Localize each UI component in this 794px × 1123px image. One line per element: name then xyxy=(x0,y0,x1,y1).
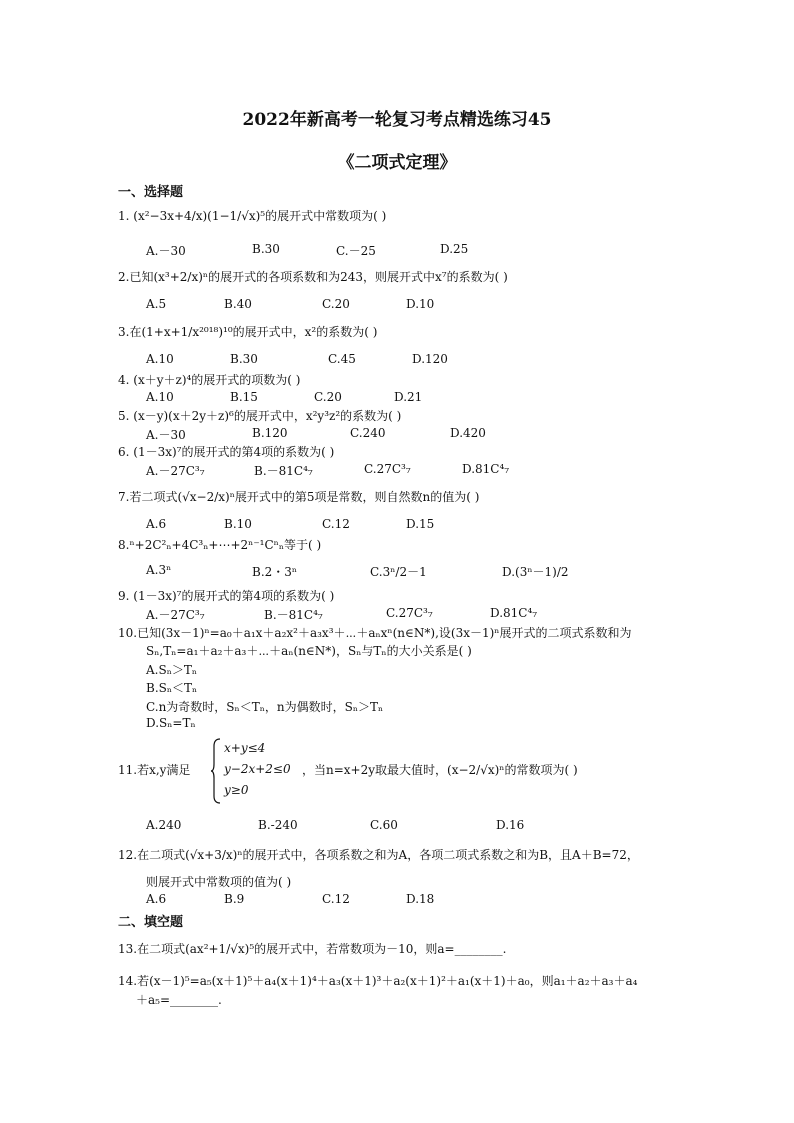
option-b: B.2・3ⁿ xyxy=(252,565,298,579)
question-11-stem-post: ，当n=x+2y取最大值时，(x−2/√x)ⁿ的常数项为( ) xyxy=(302,763,578,777)
option-a: A.5 xyxy=(146,297,167,311)
option-c: C.20 xyxy=(322,297,350,311)
option-b: B.120 xyxy=(252,426,288,440)
option-a: A.－27C³₇ xyxy=(146,464,205,478)
option-b: B.10 xyxy=(224,517,252,531)
question-6-stem: 6. (1－3x)⁷的展开式的第4项的系数为( ) xyxy=(118,445,335,459)
question-14-stem-line2: ＋a₅=________. xyxy=(136,993,222,1007)
option-d: D.81C⁴₇ xyxy=(462,462,510,476)
question-9-stem: 9. (1－3x)⁷的展开式的第4项的系数为( ) xyxy=(118,589,335,603)
option-a: A.－30 xyxy=(146,428,186,442)
constraint-2: y−2x+2≤0 xyxy=(224,762,291,776)
option-a: A.10 xyxy=(146,352,174,366)
option-b: B.30 xyxy=(252,242,280,256)
section-fill-heading: 二、填空题 xyxy=(118,915,184,930)
question-4-stem: 4. (x＋y＋z)⁴的展开式的项数为( ) xyxy=(118,373,301,387)
constraint-system xyxy=(224,738,291,801)
document-title: 2022年新高考一轮复习考点精选练习45 xyxy=(242,110,552,130)
option-b: B.30 xyxy=(230,352,258,366)
option-c: C.12 xyxy=(322,517,350,531)
option-c: C.27C³₇ xyxy=(364,462,411,476)
question-10-option-d: D.Sₙ=Tₙ xyxy=(146,716,196,730)
left-brace-icon xyxy=(210,738,222,804)
question-10-option-a: A.Sₙ＞Tₙ xyxy=(146,663,198,677)
option-a: A.－30 xyxy=(146,244,186,258)
question-1-stem: 1. (x²−3x+4/x)(1−1/√x)⁵的展开式中常数项为( ) xyxy=(118,209,387,223)
option-a: A.6 xyxy=(146,517,167,531)
option-b: B.9 xyxy=(224,892,245,906)
option-a: A.240 xyxy=(146,818,182,832)
section-choice-heading: 一、选择题 xyxy=(118,185,184,200)
question-2-stem: 2.已知(x³+2/x)ⁿ的展开式的各项系数和为243，则展开式中x⁷的系数为( ) xyxy=(118,270,508,284)
constraint-3: y≥0 xyxy=(224,783,249,797)
option-d: D.15 xyxy=(406,517,435,531)
question-12-stem: 12.在二项式(√x+3/x)ⁿ的展开式中，各项系数之和为A，各项二项式系数之和为B，且A＋B=72， xyxy=(118,848,639,862)
constraint-1: x+y≤4 xyxy=(224,741,266,755)
option-c: C.－25 xyxy=(336,244,376,258)
question-10-option-c: C.n为奇数时，Sₙ＜Tₙ，n为偶数时，Sₙ＞Tₙ xyxy=(146,700,384,714)
question-12-stem-line2: 则展开式中常数项的值为( ) xyxy=(146,875,292,889)
option-d: D.25 xyxy=(440,242,469,256)
option-c: C.12 xyxy=(322,892,350,906)
option-c: C.3ⁿ/2－1 xyxy=(370,565,427,579)
option-d: D.81C⁴₇ xyxy=(490,606,538,620)
document-subtitle: 《二项式定理》 xyxy=(337,153,457,173)
question-10-option-b: B.Sₙ＜Tₙ xyxy=(146,681,198,695)
option-c: C.240 xyxy=(350,426,386,440)
question-10-stem: 10.已知(3x－1)ⁿ=a₀＋a₁x＋a₂x²＋a₃x³＋⋯＋aₙxⁿ(n∈N*),设(3x－1)ⁿ展开式的二项式系数和为 xyxy=(118,626,632,640)
option-d: D.120 xyxy=(412,352,448,366)
question-11-stem-pre: 11.若x,y满足 xyxy=(118,763,191,777)
option-d: D.(3ⁿ－1)/2 xyxy=(502,565,569,579)
option-b: B.40 xyxy=(224,297,252,311)
question-14-stem: 14.若(x－1)⁵=a₅(x＋1)⁵＋a₄(x＋1)⁴＋a₃(x＋1)³＋a₂(x＋1)²＋a₁(x＋1)＋a₀，则a₁＋a₂＋a₃＋a₄ xyxy=(118,974,638,988)
option-b: B.－81C⁴₇ xyxy=(264,608,323,622)
option-c: C.60 xyxy=(370,818,398,832)
option-d: D.21 xyxy=(394,390,423,404)
option-b: B.－81C⁴₇ xyxy=(254,464,313,478)
option-a: A.6 xyxy=(146,892,167,906)
option-a: A.3ⁿ xyxy=(146,563,172,577)
question-3-stem: 3.在(1+x+1/x²⁰¹⁸)¹⁰的展开式中，x²的系数为( ) xyxy=(118,325,378,339)
question-5-stem: 5. (x－y)(x＋2y＋z)⁶的展开式中，x²y³z²的系数为( ) xyxy=(118,409,402,423)
option-b: B.-240 xyxy=(258,818,298,832)
option-d: D.420 xyxy=(450,426,486,440)
option-d: D.18 xyxy=(406,892,435,906)
question-7-stem: 7.若二项式(√x−2/x)ⁿ展开式中的第5项是常数，则自然数n的值为( ) xyxy=(118,490,480,504)
option-b: B.15 xyxy=(230,390,258,404)
option-d: D.10 xyxy=(406,297,435,311)
option-c: C.27C³₇ xyxy=(386,606,433,620)
option-a: A.10 xyxy=(146,390,174,404)
option-c: C.45 xyxy=(328,352,356,366)
question-10-stem-line2: Sₙ,Tₙ=a₁＋a₂＋a₃＋⋯＋aₙ(n∈N*)，Sₙ与Tₙ的大小关系是( ) xyxy=(146,644,472,658)
option-c: C.20 xyxy=(314,390,342,404)
question-13-stem: 13.在二项式(ax²+1/√x)⁵的展开式中，若常数项为－10，则a=________. xyxy=(118,942,507,956)
option-d: D.16 xyxy=(496,818,525,832)
option-a: A.－27C³₇ xyxy=(146,608,205,622)
question-8-stem: 8.ⁿ+2C²ₙ+4C³ₙ+⋯+2ⁿ⁻¹Cⁿₙ等于( ) xyxy=(118,538,322,552)
